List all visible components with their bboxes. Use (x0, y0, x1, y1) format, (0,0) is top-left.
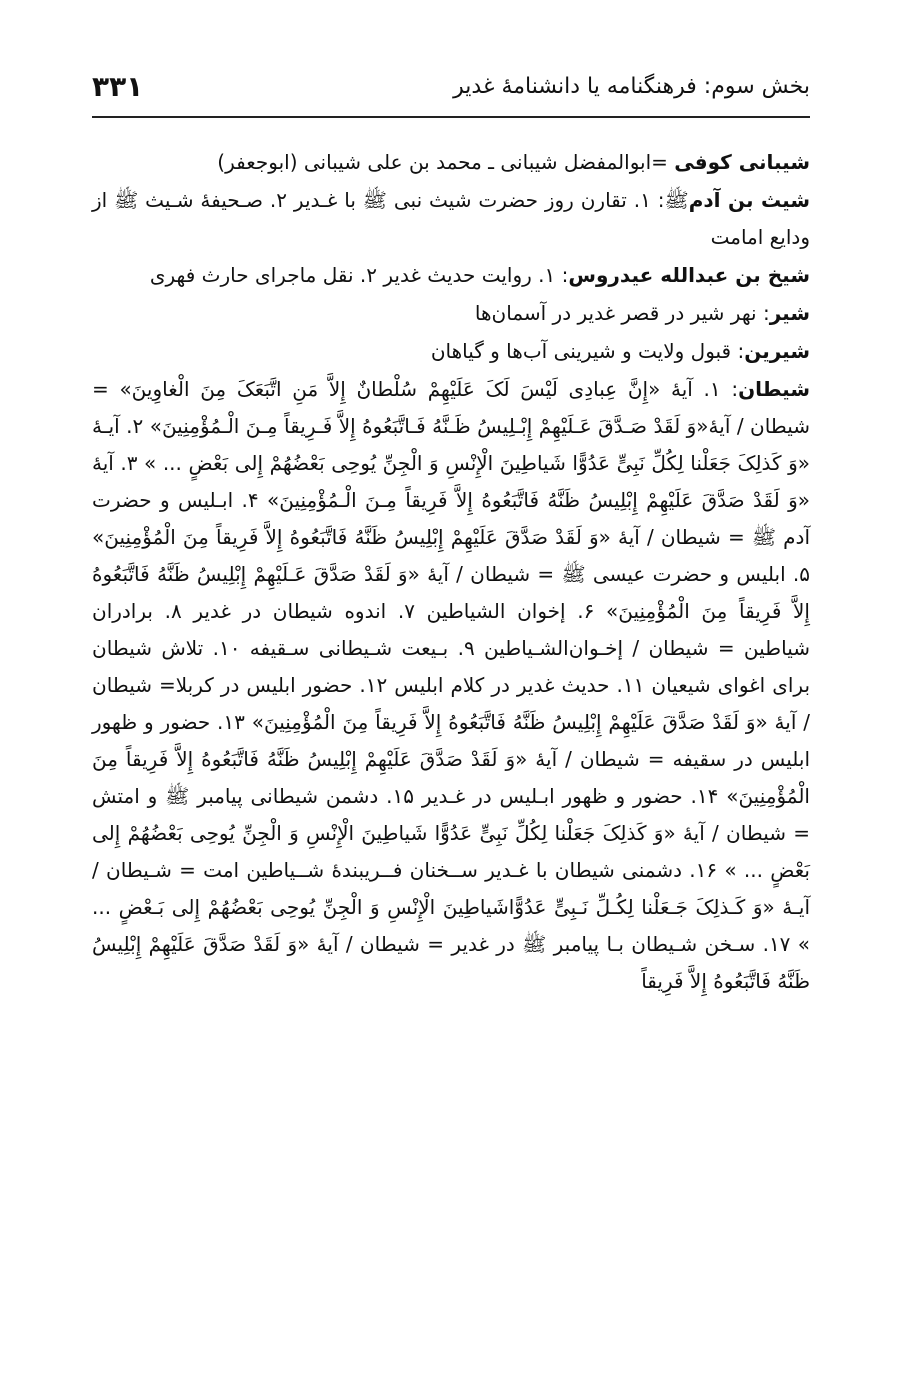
entry-term: شیث بن آدم (688, 188, 810, 212)
entry-term: شیبانی کوفی (674, 150, 810, 174)
page-body (92, 144, 810, 1001)
entry-shirin (92, 333, 810, 370)
entry-sheikh-aydarus (92, 257, 810, 294)
entry-text: : قبول ولایت و شیرینی آب‌ها و گیاهان (430, 339, 745, 363)
entry-text: : ۱. آیهٔ «إِنَّ عِبادِی لَیْسَ لَکَ عَلَیْهِمْ سُلْطانٌ إِلاَّ مَنِ اتَّبَعَکَ مِنَ الْغاوِینَ» = شیطان / آیهٔ«وَ لَقَدْ صَـدَّقَ عَـلَیْهِمْ إِبْـلِیسُ ظَـنَّهُ فَـاتَّبَعُوهُ إِلاَّ فَـرِیقاً مِـنَ الْـمُؤْمِنِینَ» ۲. آیـهٔ «وَ کَذلِکَ جَعَلْنا لِکُلِّ نَبِیٍّ عَدُوًّا شَیاطِینَ الْإِنْسِ وَ الْجِنِّ یُوحِی بَعْضُهُمْ إِلی بَعْضٍ ... » ۳. آیهٔ «وَ لَقَدْ صَدَّقَ عَلَیْهِمْ إِبْلِیسُ ظَنَّهُ فَاتَّبَعُوهُ إِلاَّ فَرِیقاً مِـنَ الْـمُؤْمِنِینَ» ۴. ابـلیس و حضرت آدم ﷺ = شیطان / آیهٔ «وَ لَقَدْ صَدَّقَ عَلَیْهِمْ إِبْلِیسُ ظَنَّهُ فَاتَّبَعُوهُ إِلاَّ فَرِیقاً مِنَ الْمُؤْمِنِینَ» ۵. ابلیس و حضرت عیسی ﷺ = شیطان / آیهٔ «وَ لَقَدْ صَدَّقَ عَـلَیْهِمْ إِبْلِیسُ ظَنَّهُ فَاتَّبَعُوهُ إِلاَّ فَرِیقاً مِنَ الْمُؤْمِنِینَ» ۶. إخوان الشیاطین ۷. اندوه شیطان در غدیر ۸. برادران شیاطین = شیطان / إخـوان‌الشـیاطین ۹. بـیعت شـیطانی سـقیفه ۱۰. تلاش شیطان برای اغوای شیعیان ۱۱. حدیث غدیر در کلام ابلیس ۱۲. حضور ابلیس در کربلا= شیطان / آیهٔ «وَ لَقَدْ صَدَّقَ عَلَیْهِمْ إِبْلِیسُ ظَنَّهُ فَاتَّبَعُوهُ إِلاَّ فَرِیقاً مِنَ الْمُؤْمِنِینَ» ۱۳. حضور و ظهور ابلیس در سقیفه = شیطان / آیهٔ «وَ لَقَدْ صَدَّقَ عَلَیْهِمْ إِبْلِیسُ ظَنَّهُ فَاتَّبَعُوهُ إِلاَّ فَرِیقاً مِنَ الْمُؤْمِنِینَ» ۱۴. حضور و ظهور ابـلیس در غـدیر ۱۵. دشمن شیطانی پیامبر ﷺ و امتش = شیطان / آیهٔ «وَ کَذلِکَ جَعَلْنا لِکُلِّ نَبِیٍّ عَدُوًّا شَیاطِینَ الْإِنْسِ وَ الْجِنِّ یُوحِی بَعْضُهُمْ إِلی بَعْضٍ ... » ۱۶. دشمنی شیطان با غـدیر ســخنان فــریبندهٔ شــیاطین امت = شـیطان / آیـهٔ «وَ کَـذلِکَ جَـعَلْنا لِکُـلِّ نَـبِیٍّ عَدُوًّاشَیاطِینَ الْإِنْسِ وَ الْجِنِّ یُوحِی بَعْضُهُمْ إِلی بَـعْضٍ ... » ۱۷. سـخن شـیطان بـا پیامبر ﷺ در غدیر = شیطان / آیهٔ «وَ لَقَدْ صَدَّقَ عَلَیْهِمْ إِبْلِیسُ ظَنَّهُ فَاتَّبَعُوهُ إِلاَّ فَرِیقاً (92, 377, 811, 993)
entry-term: شیر (769, 301, 810, 325)
entry-shaytan (92, 371, 810, 1000)
entry-text: : نهر شیر در قصر غدیر در آسمان‌ها (474, 301, 770, 325)
entry-shir (92, 295, 810, 332)
entry-text: ﷺ: ۱. تقارن روز حضرت شیث نبی ﷺ با غـدیر ۲. صـحیفهٔ شـیث ﷺ از ودایع امامت (92, 188, 810, 249)
entry-shith-ibn-adam (92, 182, 810, 256)
page-number: ۳۳۱ (92, 70, 144, 103)
entry-shaybani-kufi (92, 144, 810, 181)
running-title: بخش سوم: فرهنگنامه یا دانشنامهٔ غدیر (453, 74, 810, 99)
page-header (92, 62, 810, 112)
entry-text: : ۱. روایت حدیث غدیر ۲. نقل ماجرای حارث فهری (149, 263, 569, 287)
entry-term: شیرین (744, 339, 810, 363)
entry-text: =ابوالمفضل شیبانی ـ محمد بن علی شیبانی (ابوجعفر) (217, 150, 675, 174)
header-divider (92, 116, 810, 118)
entry-term: شیطان (738, 377, 810, 401)
entry-term: شیخ بن عبدالله عیدروس (568, 263, 810, 287)
